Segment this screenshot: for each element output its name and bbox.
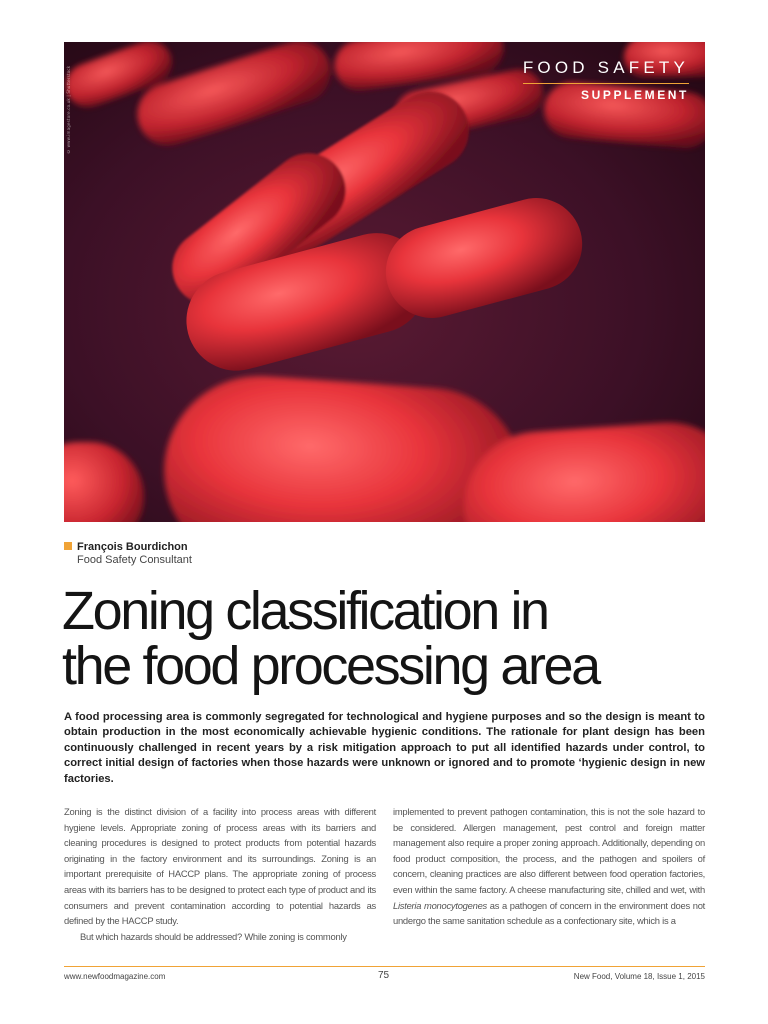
square-bullet-icon [64, 542, 72, 550]
body-paragraph: But which hazards should be addressed? While zoning is commonly [80, 930, 347, 942]
author-block [64, 541, 192, 567]
title-line-1: Zoning classification in [62, 581, 548, 641]
author-name: François Bourdichon [77, 541, 188, 553]
footer-website: www.newfoodmagazine.com [64, 972, 166, 981]
image-credit: © www.imagestore.co.uk | Shutterstock [66, 65, 71, 154]
title-line-2: the food processing area [62, 636, 599, 696]
article-standfirst: A food processing area is commonly segregated for technological and hygiene purposes and so the design is meant to obtain production in the most economically achievable hygienic conditions. The rationale for plant design has been continuously challenged in recent years by a risk mitigation approach to put all identified hazards under control, to correct initial design of factories when those hazards were unknown or ignored and to promote ‘hygienic design in new factories. [64, 711, 705, 785]
article-title [62, 581, 712, 696]
section-subtitle: SUPPLEMENT [580, 88, 689, 102]
footer-divider [64, 966, 705, 967]
body-paragraph: Zoning is the distinct division of a facility into process areas with different hygiene levels. Appropriate zoning of process areas with its barriers and cleaning procedures is designed to protect products from potential hazards originating in the factory environment and its surroundings. Zoning is an important prerequisite of HACCP plans. The appropriate zoning of process areas with its barriers has to be designed to protect each type of product and its consumers and prevent contamination according to potential hazards as defined by the HACCP study. [64, 806, 376, 927]
section-header [523, 58, 689, 102]
footer-issue: New Food, Volume 18, Issue 1, 2015 [573, 972, 705, 981]
body-column-1 [64, 804, 376, 944]
body-column-2 [393, 804, 705, 929]
hero-image [64, 42, 705, 522]
bacteria-illustration [64, 42, 705, 522]
body-text: implemented to prevent pathogen contamination, this is not the sole hazard to be considered. Allergen management, pest control and foreign matter management also require a proper zoning approach. Additionally, depending on food product composition, the process, and the pathogen and spoilers of concern, cleaning practices are also different between food operation factories, even within the same factory. A cheese manufacturing site, chilled and wet, with [393, 806, 705, 895]
species-name: Listeria monocytogenes [393, 899, 487, 911]
page-number: 75 [378, 970, 390, 981]
body-paragraph [393, 804, 705, 929]
author-role: Food Safety Consultant [77, 554, 192, 566]
section-title: FOOD SAFETY [523, 58, 689, 84]
body-text: as a pathogen of concern in the environment does not undergo the same sanitation schedule as a confectionary site, which is a [393, 899, 706, 927]
